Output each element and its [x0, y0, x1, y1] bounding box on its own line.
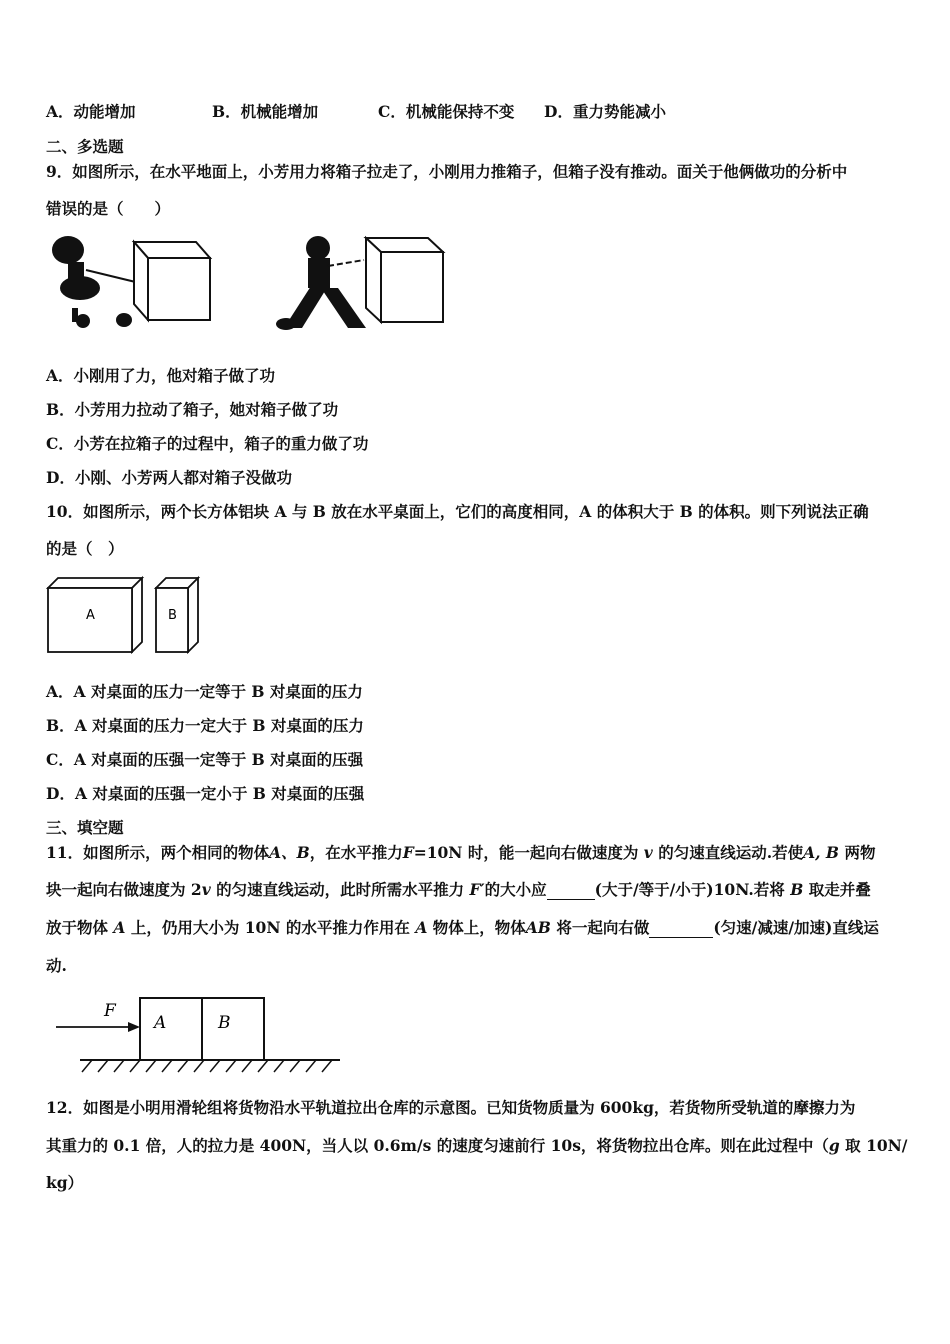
q11-l1-v: v	[643, 843, 653, 862]
q11-line2	[46, 880, 871, 900]
q11-l3-ab: AB	[525, 918, 551, 937]
q9-stem-line2: 错误的是（ ）	[46, 199, 171, 218]
q9-option-d: D．小刚、小芳两人都对箱子没做功	[46, 468, 292, 487]
q11-l2-d: (大于/等于/小于)10N.若将	[594, 880, 785, 899]
q11-label-a: A	[154, 1013, 167, 1033]
q10-stem-line2: 的是（ ）	[46, 539, 124, 558]
q11-l2-e: 取走并叠	[808, 880, 871, 899]
q11-l3-c: 物体上，物体	[432, 918, 526, 937]
q8-option-c: C．机械能保持不变	[378, 102, 515, 121]
q8-options-row	[46, 102, 666, 122]
q11-l2-f: F′	[469, 880, 485, 899]
q9-box-left	[134, 242, 210, 320]
q10-block-a	[48, 578, 142, 652]
q11-l1-ab2: A, B	[803, 843, 840, 862]
q10-stem-line1: 10．如图所示，两个长方体铝块 A 与 B 放在水平桌面上，它们的高度相同，A 的体积大于 B 的体积。则下列说法正确	[46, 502, 869, 521]
q11-l3-aa2: A	[415, 918, 428, 937]
q12-l2-a: 其重力的 0.1 倍，人的拉力是 400N，当人以 0.6m/s 的速度匀速前行 10s，将货物拉出仓库。则在此过程中（	[46, 1136, 829, 1155]
q11-label-b: B	[218, 1013, 231, 1033]
q11-block-b	[202, 998, 264, 1060]
q11-l2-bb: B	[790, 880, 804, 899]
q12-line1: 12．如图是小明用滑轮组将货物沿水平轨道拉出仓库的示意图。已知货物质量为 600kg，若货物所受轨道的摩擦力为	[46, 1098, 856, 1117]
section2-title: 二、多选题	[46, 137, 124, 156]
q11-l1-e: 两物	[844, 843, 876, 862]
q11-blank-1[interactable]	[547, 883, 595, 900]
q10-block-b	[156, 578, 198, 652]
q8-option-b: B．机械能增加	[212, 102, 319, 121]
q10-label-b: B	[168, 608, 177, 623]
section3-title: 三、填空题	[46, 818, 124, 837]
q11-l2-c: 的大小应	[484, 880, 547, 899]
q11-l1-ab: A、B	[269, 843, 310, 862]
q10-option-d: D．A 对桌面的压强一定小于 B 对桌面的压强	[46, 784, 365, 803]
q9-push-arm	[328, 260, 364, 266]
q11-figure	[52, 994, 352, 1076]
q11-ground-hatching	[82, 1060, 332, 1072]
q11-l2-v: v	[201, 880, 211, 899]
q11-l1-b: ，在水平推力	[309, 843, 403, 862]
q10-option-c: C．A 对桌面的压强一定等于 B 对桌面的压强	[46, 750, 364, 769]
q11-l3-e: (匀速/减速/加速)直线运	[713, 918, 879, 937]
q11-arrow-head	[128, 1022, 140, 1032]
q11-line3	[46, 918, 879, 938]
q8-option-a: A．动能增加	[46, 102, 136, 121]
q8-option-d: D．重力势能减小	[544, 102, 666, 121]
q11-l2-a: 块一起向右做速度为 2	[46, 880, 202, 899]
q9-figure	[46, 228, 466, 338]
q11-blank-2[interactable]	[649, 921, 713, 938]
q9-stem-line1: 9．如图所示，在水平地面上，小芳用力将箱子拉走了，小刚用力推箱子，但箱子没有推动。面关于他俩做功的分析中	[46, 162, 848, 181]
q9-figure-girl	[52, 236, 132, 328]
q11-label-f: F	[104, 1001, 116, 1021]
q12-line3: kg）	[46, 1173, 84, 1192]
q11-l1-a: 11．如图所示，两个相同的物体	[46, 843, 270, 862]
q12-line2	[46, 1136, 907, 1156]
q9-option-b: B．小芳用力拉动了箱子，她对箱子做了功	[46, 400, 339, 419]
q11-l1-c: =10N 时，能一起向右做速度为	[413, 843, 639, 862]
q9-box-right	[366, 238, 443, 322]
q11-l2-b: 的匀速直线运动，此时所需水平推力	[216, 880, 465, 899]
q11-line1	[46, 843, 875, 863]
q9-option-c: C．小芳在拉箱子的过程中，箱子的重力做了功	[46, 434, 369, 453]
q11-l3-aa: A	[113, 918, 126, 937]
q11-block-a	[140, 998, 202, 1060]
q11-line4: 动.	[46, 956, 67, 975]
q11-l3-b: 上，仍用大小为 10N 的水平推力作用在	[130, 918, 410, 937]
q10-figure	[46, 574, 211, 656]
q10-option-b: B．A 对桌面的压力一定大于 B 对桌面的压力	[46, 716, 364, 735]
q12-l2-g: g	[828, 1136, 840, 1155]
q10-option-a: A．A 对桌面的压力一定等于 B 对桌面的压力	[46, 682, 363, 701]
q9-option-a: A．小刚用了力，他对箱子做了功	[46, 366, 276, 385]
q9-figure-boy	[276, 236, 366, 330]
q10-label-a: A	[86, 608, 95, 623]
q11-l3-a: 放于物体	[46, 918, 109, 937]
q11-l1-d: 的匀速直线运动.若使	[658, 843, 804, 862]
q12-l2-b: 取 10N/	[845, 1136, 908, 1155]
q11-l1-f: F	[402, 843, 414, 862]
q11-l3-d: 将一起向右做	[556, 918, 650, 937]
